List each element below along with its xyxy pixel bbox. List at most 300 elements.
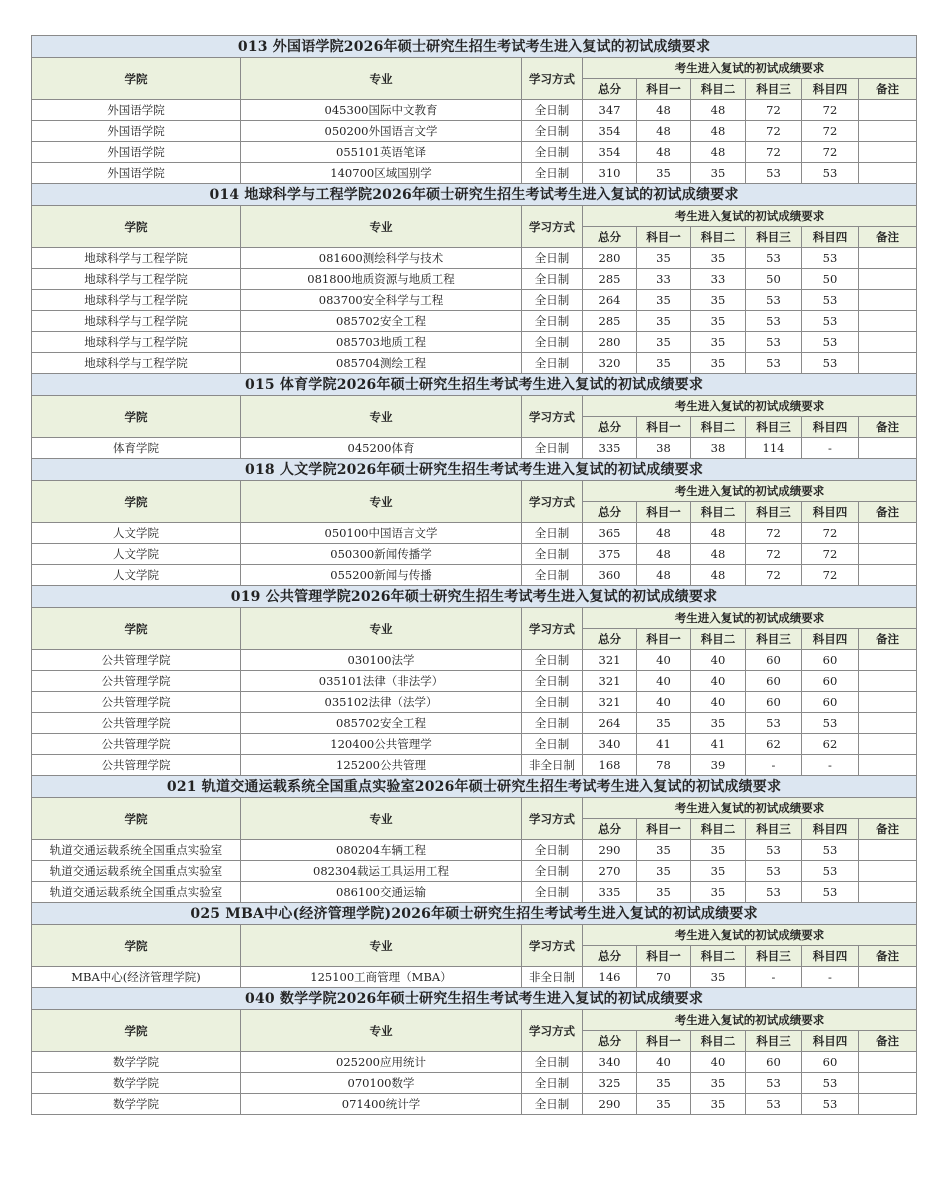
cell-note — [859, 269, 917, 290]
header-subject-2: 科目二 — [691, 1031, 746, 1052]
header-subject-3: 科目三 — [746, 79, 802, 100]
cell-college: 公共管理学院 — [32, 713, 241, 734]
header-study-mode: 学习方式 — [522, 396, 583, 438]
cell-subject-4: 72 — [802, 100, 859, 121]
cell-study-mode: 全日制 — [522, 1094, 583, 1115]
cell-study-mode: 全日制 — [522, 163, 583, 184]
cell-subject-3: 50 — [746, 269, 802, 290]
cell-subject-3: 60 — [746, 650, 802, 671]
cell-college: 地球科学与工程学院 — [32, 332, 241, 353]
cell-total: 375 — [583, 544, 637, 565]
cell-major: 082304载运工具运用工程 — [241, 861, 522, 882]
cell-subject-4: 50 — [802, 269, 859, 290]
header-note: 备注 — [859, 227, 917, 248]
cell-study-mode: 全日制 — [522, 1052, 583, 1073]
cell-college: 公共管理学院 — [32, 755, 241, 776]
cell-subject-3: 53 — [746, 882, 802, 903]
header-major: 专业 — [241, 798, 522, 840]
cell-subject-1: 35 — [637, 882, 691, 903]
cell-subject-2: 41 — [691, 734, 746, 755]
cell-total: 285 — [583, 311, 637, 332]
header-note: 备注 — [859, 1031, 917, 1052]
cell-total: 146 — [583, 967, 637, 988]
header-score-requirement: 考生进入复试的初试成绩要求 — [583, 925, 917, 946]
cell-major: 045200体育 — [241, 438, 522, 459]
cell-total: 264 — [583, 713, 637, 734]
header-subject-4: 科目四 — [802, 417, 859, 438]
cell-note — [859, 734, 917, 755]
cell-subject-2: 40 — [691, 692, 746, 713]
header-score-requirement: 考生进入复试的初试成绩要求 — [583, 798, 917, 819]
cell-note — [859, 692, 917, 713]
cell-college: 外国语学院 — [32, 163, 241, 184]
table-row — [32, 544, 917, 565]
header-subject-2: 科目二 — [691, 502, 746, 523]
header-note: 备注 — [859, 629, 917, 650]
cell-total: 285 — [583, 269, 637, 290]
header-college: 学院 — [32, 925, 241, 967]
cell-subject-3: 53 — [746, 332, 802, 353]
header-subject-4: 科目四 — [802, 629, 859, 650]
cell-major: 085703地质工程 — [241, 332, 522, 353]
cell-major: 025200应用统计 — [241, 1052, 522, 1073]
cell-college: 人文学院 — [32, 544, 241, 565]
cell-total: 320 — [583, 353, 637, 374]
cell-major: 050100中国语言文学 — [241, 523, 522, 544]
cell-major: 055200新闻与传播 — [241, 565, 522, 586]
cell-college: 人文学院 — [32, 523, 241, 544]
cell-note — [859, 861, 917, 882]
cell-total: 280 — [583, 332, 637, 353]
cell-subject-3: 53 — [746, 311, 802, 332]
header-major: 专业 — [241, 925, 522, 967]
cell-note — [859, 1094, 917, 1115]
cell-subject-2: 40 — [691, 671, 746, 692]
cell-subject-1: 40 — [637, 671, 691, 692]
cell-note — [859, 121, 917, 142]
header-subject-1: 科目一 — [637, 417, 691, 438]
cell-subject-2: 35 — [691, 861, 746, 882]
cell-college: 外国语学院 — [32, 142, 241, 163]
cell-subject-4: 53 — [802, 1094, 859, 1115]
cell-major: 085704测绘工程 — [241, 353, 522, 374]
cell-subject-3: 62 — [746, 734, 802, 755]
cell-total: 321 — [583, 650, 637, 671]
cell-college: 轨道交通运载系统全国重点实验室 — [32, 861, 241, 882]
cell-subject-4: 72 — [802, 142, 859, 163]
cell-major: 080204车辆工程 — [241, 840, 522, 861]
cell-study-mode: 全日制 — [522, 100, 583, 121]
cell-note — [859, 755, 917, 776]
header-total: 总分 — [583, 79, 637, 100]
cell-subject-1: 35 — [637, 332, 691, 353]
table-row — [32, 882, 917, 903]
cell-study-mode: 全日制 — [522, 142, 583, 163]
cell-subject-2: 35 — [691, 840, 746, 861]
header-score-requirement: 考生进入复试的初试成绩要求 — [583, 396, 917, 417]
header-row — [32, 608, 917, 629]
header-total: 总分 — [583, 819, 637, 840]
cell-subject-2: 35 — [691, 1073, 746, 1094]
header-major: 专业 — [241, 206, 522, 248]
cell-college: 地球科学与工程学院 — [32, 248, 241, 269]
cell-note — [859, 523, 917, 544]
cell-subject-2: 48 — [691, 100, 746, 121]
cell-subject-4: 72 — [802, 565, 859, 586]
header-subject-1: 科目一 — [637, 227, 691, 248]
header-subject-2: 科目二 — [691, 629, 746, 650]
cell-study-mode: 全日制 — [522, 353, 583, 374]
cell-subject-1: 40 — [637, 1052, 691, 1073]
table-row — [32, 163, 917, 184]
cell-subject-4: 53 — [802, 290, 859, 311]
cell-total: 335 — [583, 438, 637, 459]
cell-study-mode: 全日制 — [522, 671, 583, 692]
cell-total: 321 — [583, 692, 637, 713]
cell-total: 270 — [583, 861, 637, 882]
cell-subject-4: 53 — [802, 861, 859, 882]
header-study-mode: 学习方式 — [522, 58, 583, 100]
table-row — [32, 523, 917, 544]
cell-college: 公共管理学院 — [32, 671, 241, 692]
header-study-mode: 学习方式 — [522, 608, 583, 650]
cell-note — [859, 163, 917, 184]
cell-subject-2: 35 — [691, 163, 746, 184]
cell-college: 数学学院 — [32, 1094, 241, 1115]
cell-major: 125100工商管理（MBA） — [241, 967, 522, 988]
section-title-row — [32, 374, 917, 396]
cell-major: 086100交通运输 — [241, 882, 522, 903]
header-note: 备注 — [859, 502, 917, 523]
cell-study-mode: 全日制 — [522, 269, 583, 290]
cell-subject-1: 35 — [637, 861, 691, 882]
cell-subject-3: 60 — [746, 1052, 802, 1073]
header-subject-3: 科目三 — [746, 1031, 802, 1052]
table-row — [32, 100, 917, 121]
header-note: 备注 — [859, 79, 917, 100]
cell-subject-1: 35 — [637, 713, 691, 734]
cell-subject-3: 53 — [746, 1094, 802, 1115]
header-row — [32, 1010, 917, 1031]
cell-major: 081800地质资源与地质工程 — [241, 269, 522, 290]
cell-subject-3: 72 — [746, 142, 802, 163]
cell-subject-1: 40 — [637, 650, 691, 671]
cell-major: 081600测绘科学与技术 — [241, 248, 522, 269]
header-subject-4: 科目四 — [802, 1031, 859, 1052]
cell-total: 321 — [583, 671, 637, 692]
cell-study-mode: 全日制 — [522, 840, 583, 861]
cell-subject-3: 60 — [746, 671, 802, 692]
cell-subject-1: 48 — [637, 100, 691, 121]
header-note: 备注 — [859, 417, 917, 438]
cell-total: 290 — [583, 1094, 637, 1115]
header-score-requirement: 考生进入复试的初试成绩要求 — [583, 481, 917, 502]
cell-major: 050300新闻传播学 — [241, 544, 522, 565]
header-row — [32, 481, 917, 502]
header-college: 学院 — [32, 396, 241, 438]
cell-subject-4: 60 — [802, 650, 859, 671]
cell-subject-1: 35 — [637, 1094, 691, 1115]
cell-major: 120400公共管理学 — [241, 734, 522, 755]
header-study-mode: 学习方式 — [522, 481, 583, 523]
header-subject-2: 科目二 — [691, 417, 746, 438]
header-subject-2: 科目二 — [691, 79, 746, 100]
cell-major: 035102法律（法学） — [241, 692, 522, 713]
table-row — [32, 332, 917, 353]
cell-total: 354 — [583, 142, 637, 163]
cell-total: 264 — [583, 290, 637, 311]
cell-total: 365 — [583, 523, 637, 544]
header-score-requirement: 考生进入复试的初试成绩要求 — [583, 206, 917, 227]
cell-major: 085702安全工程 — [241, 311, 522, 332]
header-total: 总分 — [583, 417, 637, 438]
cell-subject-4: 53 — [802, 882, 859, 903]
cell-note — [859, 311, 917, 332]
header-row — [32, 58, 917, 79]
cell-subject-3: 53 — [746, 248, 802, 269]
cell-note — [859, 1073, 917, 1094]
cell-subject-1: 48 — [637, 142, 691, 163]
cell-subject-2: 48 — [691, 121, 746, 142]
section-title-row — [32, 903, 917, 925]
cell-subject-4: 53 — [802, 163, 859, 184]
table-row — [32, 734, 917, 755]
cell-subject-1: 48 — [637, 523, 691, 544]
cell-total: 340 — [583, 734, 637, 755]
cell-subject-4: 60 — [802, 671, 859, 692]
cell-note — [859, 713, 917, 734]
cell-note — [859, 438, 917, 459]
cell-subject-2: 35 — [691, 967, 746, 988]
table-row — [32, 1094, 917, 1115]
cell-study-mode: 全日制 — [522, 438, 583, 459]
cell-major: 085702安全工程 — [241, 713, 522, 734]
cell-subject-4: 72 — [802, 121, 859, 142]
cell-subject-2: 35 — [691, 1094, 746, 1115]
section-title-row — [32, 459, 917, 481]
cell-college: 外国语学院 — [32, 100, 241, 121]
table-row — [32, 290, 917, 311]
cell-subject-1: 70 — [637, 967, 691, 988]
table-row — [32, 1052, 917, 1073]
table-row — [32, 311, 917, 332]
table-row — [32, 967, 917, 988]
table-row — [32, 248, 917, 269]
cell-study-mode: 全日制 — [522, 311, 583, 332]
cell-college: 地球科学与工程学院 — [32, 269, 241, 290]
header-major: 专业 — [241, 396, 522, 438]
cell-study-mode: 全日制 — [522, 882, 583, 903]
table-row — [32, 840, 917, 861]
cell-subject-1: 35 — [637, 311, 691, 332]
cell-study-mode: 全日制 — [522, 565, 583, 586]
section-title-row — [32, 184, 917, 206]
cell-note — [859, 100, 917, 121]
header-row — [32, 206, 917, 227]
cell-major: 070100数学 — [241, 1073, 522, 1094]
cell-college: 轨道交通运载系统全国重点实验室 — [32, 882, 241, 903]
cell-total: 335 — [583, 882, 637, 903]
section-title: 013 外国语学院2026年硕士研究生招生考试考生进入复试的初试成绩要求 — [32, 36, 917, 58]
cell-subject-1: 35 — [637, 163, 691, 184]
header-subject-4: 科目四 — [802, 227, 859, 248]
cell-subject-1: 33 — [637, 269, 691, 290]
cell-study-mode: 全日制 — [522, 1073, 583, 1094]
cell-subject-1: 41 — [637, 734, 691, 755]
cell-major: 071400统计学 — [241, 1094, 522, 1115]
header-subject-3: 科目三 — [746, 417, 802, 438]
table-row — [32, 121, 917, 142]
header-subject-2: 科目二 — [691, 227, 746, 248]
cell-subject-3: 72 — [746, 523, 802, 544]
section-title: 019 公共管理学院2026年硕士研究生招生考试考生进入复试的初试成绩要求 — [32, 586, 917, 608]
cell-subject-4: 53 — [802, 840, 859, 861]
cell-subject-2: 33 — [691, 269, 746, 290]
cell-subject-2: 35 — [691, 882, 746, 903]
cell-subject-3: 53 — [746, 290, 802, 311]
cell-study-mode: 非全日制 — [522, 755, 583, 776]
header-subject-3: 科目三 — [746, 502, 802, 523]
cell-subject-3: 72 — [746, 565, 802, 586]
cell-total: 310 — [583, 163, 637, 184]
header-major: 专业 — [241, 1010, 522, 1052]
section-title: 021 轨道交通运载系统全国重点实验室2026年硕士研究生招生考试考生进入复试的初试成绩要求 — [32, 776, 917, 798]
section-title: 014 地球科学与工程学院2026年硕士研究生招生考试考生进入复试的初试成绩要求 — [32, 184, 917, 206]
cell-subject-4: 53 — [802, 353, 859, 374]
header-total: 总分 — [583, 502, 637, 523]
header-score-requirement: 考生进入复试的初试成绩要求 — [583, 1010, 917, 1031]
header-subject-1: 科目一 — [637, 819, 691, 840]
cell-subject-2: 38 — [691, 438, 746, 459]
cell-major: 125200公共管理 — [241, 755, 522, 776]
header-college: 学院 — [32, 206, 241, 248]
cell-study-mode: 全日制 — [522, 692, 583, 713]
header-college: 学院 — [32, 1010, 241, 1052]
cell-note — [859, 248, 917, 269]
cell-subject-2: 35 — [691, 713, 746, 734]
cell-subject-4: 53 — [802, 713, 859, 734]
header-study-mode: 学习方式 — [522, 206, 583, 248]
cell-subject-3: 72 — [746, 100, 802, 121]
header-subject-4: 科目四 — [802, 502, 859, 523]
cell-subject-2: 35 — [691, 248, 746, 269]
header-subject-1: 科目一 — [637, 502, 691, 523]
cell-study-mode: 全日制 — [522, 544, 583, 565]
table-row — [32, 1073, 917, 1094]
cell-note — [859, 882, 917, 903]
header-subject-2: 科目二 — [691, 946, 746, 967]
header-study-mode: 学习方式 — [522, 1010, 583, 1052]
cell-subject-1: 35 — [637, 248, 691, 269]
cell-subject-2: 48 — [691, 523, 746, 544]
header-total: 总分 — [583, 227, 637, 248]
cell-subject-4: - — [802, 755, 859, 776]
cell-total: 354 — [583, 121, 637, 142]
cell-study-mode: 全日制 — [522, 290, 583, 311]
section-title: 015 体育学院2026年硕士研究生招生考试考生进入复试的初试成绩要求 — [32, 374, 917, 396]
header-college: 学院 — [32, 481, 241, 523]
cell-subject-1: 35 — [637, 290, 691, 311]
cell-major: 083700安全科学与工程 — [241, 290, 522, 311]
cell-subject-3: 114 — [746, 438, 802, 459]
header-row — [32, 925, 917, 946]
header-subject-2: 科目二 — [691, 819, 746, 840]
table-row — [32, 713, 917, 734]
cell-subject-1: 48 — [637, 121, 691, 142]
cell-major: 045300国际中文教育 — [241, 100, 522, 121]
cell-subject-2: 35 — [691, 332, 746, 353]
cell-study-mode: 全日制 — [522, 523, 583, 544]
table-row — [32, 269, 917, 290]
header-total: 总分 — [583, 629, 637, 650]
cell-subject-3: - — [746, 967, 802, 988]
table-row — [32, 650, 917, 671]
cell-subject-2: 48 — [691, 142, 746, 163]
cell-study-mode: 全日制 — [522, 332, 583, 353]
cell-college: MBA中心(经济管理学院) — [32, 967, 241, 988]
cell-subject-4: 53 — [802, 1073, 859, 1094]
header-major: 专业 — [241, 58, 522, 100]
section-title-row — [32, 586, 917, 608]
cell-major: 030100法学 — [241, 650, 522, 671]
cell-subject-4: 62 — [802, 734, 859, 755]
cell-note — [859, 142, 917, 163]
cell-major: 035101法律（非法学） — [241, 671, 522, 692]
cell-subject-2: 35 — [691, 353, 746, 374]
header-subject-1: 科目一 — [637, 1031, 691, 1052]
header-score-requirement: 考生进入复试的初试成绩要求 — [583, 608, 917, 629]
header-study-mode: 学习方式 — [522, 798, 583, 840]
cell-total: 325 — [583, 1073, 637, 1094]
cell-study-mode: 全日制 — [522, 713, 583, 734]
cell-subject-3: 53 — [746, 1073, 802, 1094]
cell-note — [859, 1052, 917, 1073]
cell-note — [859, 671, 917, 692]
cell-subject-3: 72 — [746, 544, 802, 565]
header-score-requirement: 考生进入复试的初试成绩要求 — [583, 58, 917, 79]
header-study-mode: 学习方式 — [522, 925, 583, 967]
score-requirements-table — [31, 35, 917, 1115]
cell-subject-3: 72 — [746, 121, 802, 142]
cell-college: 地球科学与工程学院 — [32, 290, 241, 311]
cell-subject-4: 72 — [802, 544, 859, 565]
header-subject-4: 科目四 — [802, 819, 859, 840]
cell-total: 360 — [583, 565, 637, 586]
section-title-row — [32, 776, 917, 798]
cell-subject-4: 53 — [802, 248, 859, 269]
table-row — [32, 671, 917, 692]
cell-subject-3: 53 — [746, 861, 802, 882]
cell-subject-4: - — [802, 967, 859, 988]
cell-college: 公共管理学院 — [32, 692, 241, 713]
cell-total: 168 — [583, 755, 637, 776]
cell-note — [859, 650, 917, 671]
header-college: 学院 — [32, 58, 241, 100]
cell-total: 340 — [583, 1052, 637, 1073]
cell-subject-1: 40 — [637, 692, 691, 713]
cell-subject-3: 53 — [746, 713, 802, 734]
cell-note — [859, 967, 917, 988]
cell-subject-3: 53 — [746, 840, 802, 861]
header-note: 备注 — [859, 819, 917, 840]
table-row — [32, 692, 917, 713]
cell-subject-4: - — [802, 438, 859, 459]
cell-total: 347 — [583, 100, 637, 121]
cell-subject-1: 48 — [637, 544, 691, 565]
cell-major: 140700区域国别学 — [241, 163, 522, 184]
table-row — [32, 755, 917, 776]
cell-subject-4: 53 — [802, 311, 859, 332]
